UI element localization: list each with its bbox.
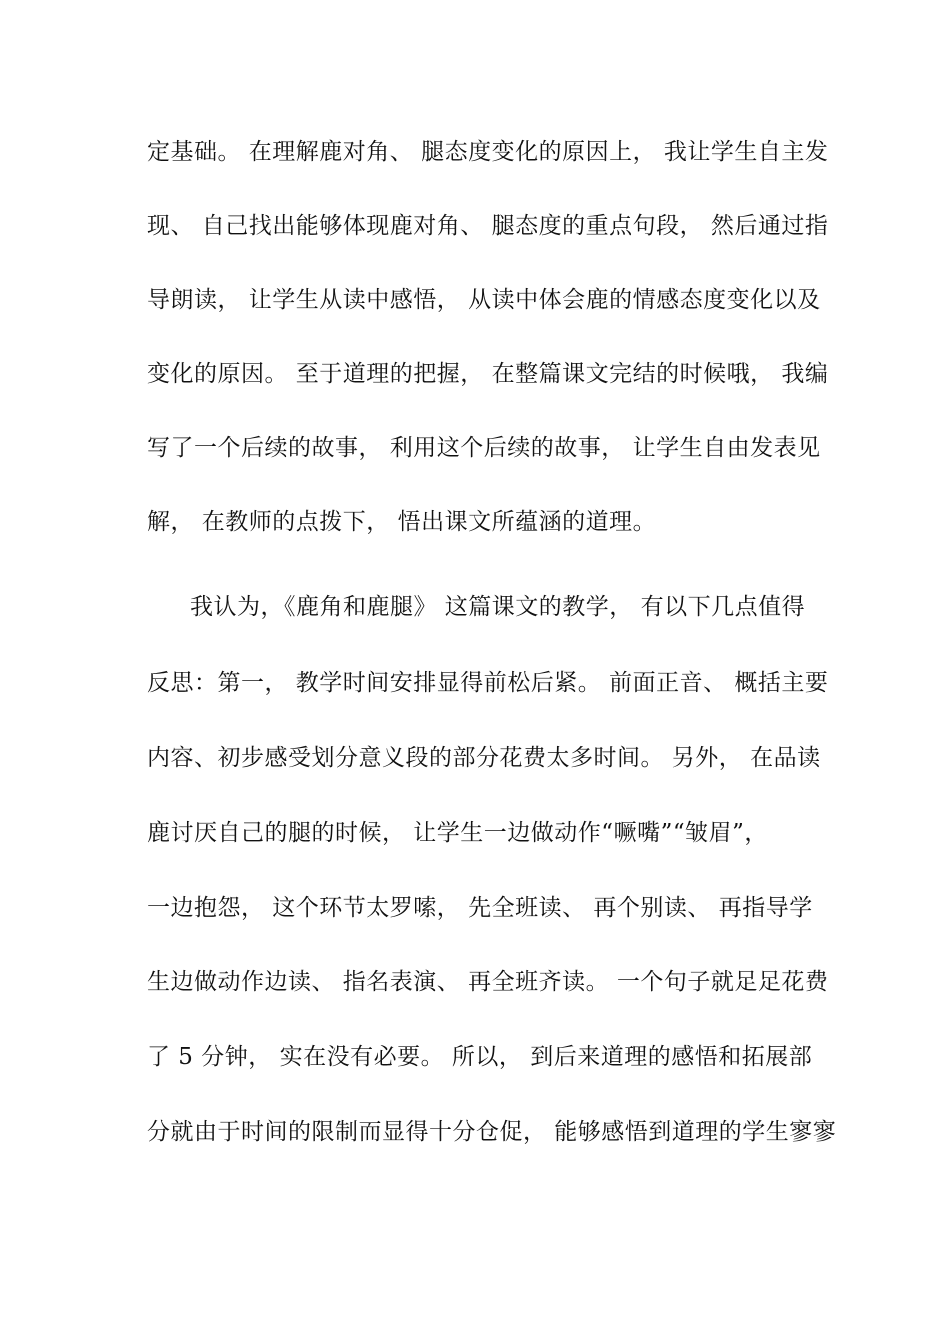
text-line: 定基础。 在理解鹿对角、 腿态度变化的原因上， 我让学生自主发 <box>147 139 829 165</box>
text-line: 导朗读， 让学生从读中感悟， 从读中体会鹿的情感态度变化以及 <box>147 287 821 313</box>
text-line: 鹿讨厌自己的腿的时候， 让学生一边做动作“噘嘴”“皱眉”， <box>147 820 768 846</box>
text-line: 反思：第一， 教学时间安排显得前松后紧。 前面正音、 概括主要 <box>147 670 829 696</box>
text-line: 解， 在教师的点拨下， 悟出课文所蕴涵的道理。 <box>147 509 657 535</box>
text-line: 生边做动作边读、 指名表演、 再全班齐读。 一个句子就足足花费 <box>147 969 829 995</box>
text-line: 了 5 分钟， 实在没有必要。 所以， 到后来道理的感悟和拓展部 <box>147 1044 813 1070</box>
text-line: 写了一个后续的故事， 利用这个后续的故事， 让学生自由发表见 <box>147 435 821 461</box>
text-line: 内容、初步感受划分意义段的部分花费太多时间。 另外， 在品读 <box>147 745 821 771</box>
text-line: 现、 自己找出能够体现鹿对角、 腿态度的重点句段， 然后通过指 <box>147 213 829 239</box>
text-line: 变化的原因。 至于道理的把握， 在整篇课文完结的时候哦， 我编 <box>147 361 829 387</box>
paragraph-first-line: 我认为，《鹿角和鹿腿》 这篇课文的教学， 有以下几点值得 <box>190 594 806 620</box>
text-line: 一边抱怨， 这个环节太罗嗦， 先全班读、 再个别读、 再指导学 <box>147 895 813 921</box>
text-line: 分就由于时间的限制而显得十分仓促， 能够感悟到道理的学生寥寥 <box>147 1119 837 1145</box>
